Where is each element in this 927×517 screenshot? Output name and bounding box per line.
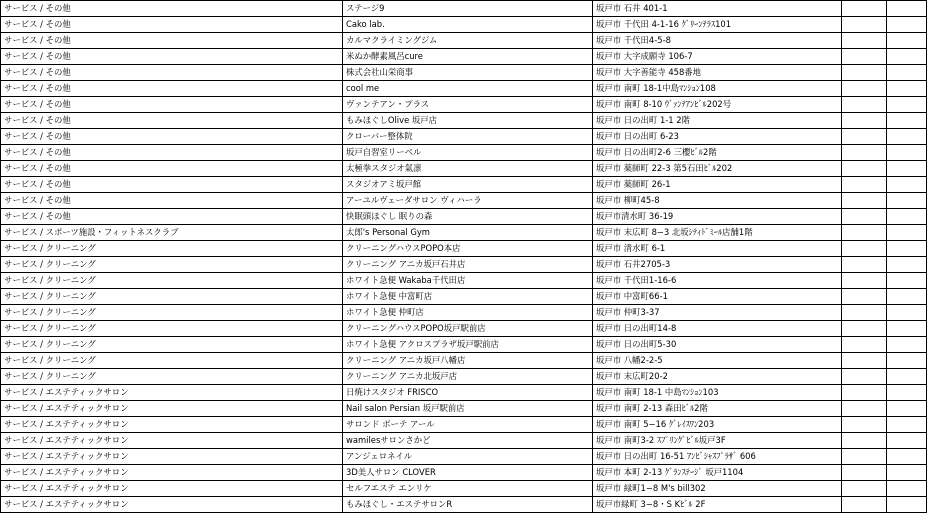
category-cell: サービス / その他 [1, 193, 343, 209]
table-row [1, 225, 927, 241]
empty-cell [887, 49, 927, 65]
empty-cell [842, 481, 887, 497]
address-cell: 坂戸市 大字善能寺 458番地 [593, 65, 842, 81]
empty-cell [842, 273, 887, 289]
table-row [1, 257, 927, 273]
category-cell: サービス / クリーニング [1, 321, 343, 337]
table-row [1, 273, 927, 289]
empty-cell [887, 33, 927, 49]
address-cell: 坂戸市 末広町20-2 [593, 369, 842, 385]
table-row [1, 145, 927, 161]
address-cell: 坂戸市 日の出町2-6 三櫻ﾋﾞﾙ2階 [593, 145, 842, 161]
address-cell: 坂戸市 南町3-2 ｽﾌﾟﾘﾝｸﾞﾋﾞﾙ坂戸3F [593, 433, 842, 449]
empty-cell [842, 353, 887, 369]
empty-cell [842, 49, 887, 65]
empty-cell [887, 417, 927, 433]
empty-cell [887, 257, 927, 273]
empty-cell [842, 129, 887, 145]
table-row [1, 289, 927, 305]
table-row [1, 129, 927, 145]
empty-cell [887, 305, 927, 321]
empty-cell [887, 321, 927, 337]
empty-cell [887, 17, 927, 33]
category-cell: サービス / その他 [1, 177, 343, 193]
empty-cell [887, 177, 927, 193]
address-cell: 坂戸市 緑町1−8 M's bill302 [593, 481, 842, 497]
address-cell: 坂戸市 薬師町 22-3 第5石田ﾋﾞﾙ202 [593, 161, 842, 177]
empty-cell [887, 129, 927, 145]
name-cell: ホワイト急便 Wakaba千代田店 [343, 273, 593, 289]
table-row [1, 449, 927, 465]
category-cell: サービス / エステティックサロン [1, 401, 343, 417]
category-cell: サービス / エステティックサロン [1, 433, 343, 449]
address-cell: 坂戸市 日の出町 16-51 ｱﾝﾋﾞｼｬｽﾌﾟﾗｻﾞ 606 [593, 449, 842, 465]
name-cell: スタジオアミ坂戸館 [343, 177, 593, 193]
category-cell: サービス / クリーニング [1, 257, 343, 273]
table-row [1, 385, 927, 401]
address-cell: 坂戸市 南町 2-13 森田ﾋﾞﾙ2階 [593, 401, 842, 417]
empty-cell [887, 289, 927, 305]
table-row [1, 321, 927, 337]
address-cell: 坂戸市 仲町3-37 [593, 305, 842, 321]
name-cell: アンジェロネイル [343, 449, 593, 465]
empty-cell [842, 385, 887, 401]
name-cell: クリーニング アニカ坂戸石井店 [343, 257, 593, 273]
name-cell: クリーニングハウスPOPO坂戸駅前店 [343, 321, 593, 337]
address-cell: 坂戸市 日の出町5-30 [593, 337, 842, 353]
name-cell: 米ぬか酵素風呂cure [343, 49, 593, 65]
address-cell: 坂戸市 本町 2-13 ｸﾞﾗﾝｽﾃｰｼﾞ 坂戸1104 [593, 465, 842, 481]
table-row [1, 1, 927, 17]
table-row [1, 465, 927, 481]
name-cell: クリーニング アニカ北坂戸店 [343, 369, 593, 385]
table-row [1, 497, 927, 513]
address-cell: 坂戸市 南町 18-1中島ﾏﾝｼｮﾝ108 [593, 81, 842, 97]
empty-cell [842, 193, 887, 209]
empty-cell [842, 337, 887, 353]
address-cell: 坂戸市 日の出町 1-1 2階 [593, 113, 842, 129]
table-row [1, 417, 927, 433]
name-cell: wamilesサロンさかど [343, 433, 593, 449]
empty-cell [887, 1, 927, 17]
empty-cell [842, 225, 887, 241]
category-cell: サービス / その他 [1, 33, 343, 49]
empty-cell [887, 65, 927, 81]
name-cell: Cako lab. [343, 17, 593, 33]
table-row [1, 17, 927, 33]
category-cell: サービス / その他 [1, 113, 343, 129]
table-row [1, 97, 927, 113]
category-cell: サービス / エステティックサロン [1, 385, 343, 401]
address-cell: 坂戸市 大字成願寺 106-7 [593, 49, 842, 65]
empty-cell [887, 353, 927, 369]
address-cell: 坂戸市 薬師町 26-1 [593, 177, 842, 193]
address-cell: 坂戸市 石井 401-1 [593, 1, 842, 17]
empty-cell [842, 417, 887, 433]
empty-cell [842, 65, 887, 81]
name-cell: ホワイト急便 アクロスプラザ坂戸駅前店 [343, 337, 593, 353]
name-cell: もみほぐしOlive 坂戸店 [343, 113, 593, 129]
category-cell: サービス / その他 [1, 81, 343, 97]
table-row [1, 209, 927, 225]
empty-cell [842, 433, 887, 449]
table-row [1, 401, 927, 417]
empty-cell [842, 401, 887, 417]
category-cell: サービス / その他 [1, 97, 343, 113]
category-cell: サービス / クリーニング [1, 273, 343, 289]
address-cell: 坂戸市 千代田4-5-8 [593, 33, 842, 49]
empty-cell [842, 321, 887, 337]
empty-cell [842, 113, 887, 129]
address-cell: 坂戸市 日の出町14-8 [593, 321, 842, 337]
empty-cell [842, 145, 887, 161]
address-cell: 坂戸市 南町 5−16 ｸﾞﾚｲｽﾜﾝ203 [593, 417, 842, 433]
address-cell: 坂戸市 中富町66-1 [593, 289, 842, 305]
category-cell: サービス / クリーニング [1, 241, 343, 257]
table-row [1, 65, 927, 81]
address-cell: 坂戸市緑町 3−8・S Kﾋﾞﾙ 2F [593, 497, 842, 513]
category-cell: サービス / その他 [1, 17, 343, 33]
empty-cell [887, 161, 927, 177]
empty-cell [887, 465, 927, 481]
address-cell: 坂戸市清水町 36-19 [593, 209, 842, 225]
table-row [1, 33, 927, 49]
empty-cell [887, 497, 927, 513]
name-cell: カルマクライミングジム [343, 33, 593, 49]
table-row [1, 481, 927, 497]
address-cell: 坂戸市 末広町 8−3 北坂ｼﾃｨﾄﾞﾐｰﾙ店舗1階 [593, 225, 842, 241]
category-cell: サービス / クリーニング [1, 353, 343, 369]
address-cell: 坂戸市 石井2705-3 [593, 257, 842, 273]
empty-cell [887, 209, 927, 225]
name-cell: クリーニングハウスPOPO本店 [343, 241, 593, 257]
address-cell: 坂戸市 柳町45-8 [593, 193, 842, 209]
name-cell: ホワイト急便 仲町店 [343, 305, 593, 321]
listing-table-body [1, 1, 927, 513]
category-cell: サービス / その他 [1, 49, 343, 65]
address-cell: 坂戸市 清水町 6-1 [593, 241, 842, 257]
table-row [1, 353, 927, 369]
address-cell: 坂戸市 千代田1-16-6 [593, 273, 842, 289]
table-row [1, 193, 927, 209]
name-cell: セルフエステ エンリケ [343, 481, 593, 497]
empty-cell [887, 273, 927, 289]
name-cell: ヴァンテアン・プラス [343, 97, 593, 113]
empty-cell [887, 337, 927, 353]
category-cell: サービス / その他 [1, 65, 343, 81]
empty-cell [842, 497, 887, 513]
table-row [1, 337, 927, 353]
table-row [1, 241, 927, 257]
category-cell: サービス / クリーニング [1, 369, 343, 385]
empty-cell [842, 17, 887, 33]
address-cell: 坂戸市 南町 18-1 中島ﾏﾝｼｮﾝ103 [593, 385, 842, 401]
empty-cell [842, 33, 887, 49]
empty-cell [842, 209, 887, 225]
name-cell: クリーニング アニカ坂戸八幡店 [343, 353, 593, 369]
table-row [1, 305, 927, 321]
address-cell: 坂戸市 千代田 4-1-16 ｸﾞﾘｰﾝﾃﾗｽ101 [593, 17, 842, 33]
name-cell: Nail salon Persian 坂戸駅前店 [343, 401, 593, 417]
empty-cell [887, 193, 927, 209]
category-cell: サービス / スポーツ施設・フィットネスクラブ [1, 225, 343, 241]
category-cell: サービス / エステティックサロン [1, 449, 343, 465]
category-cell: サービス / クリーニング [1, 305, 343, 321]
name-cell: 日焼けスタジオ FRISCO [343, 385, 593, 401]
empty-cell [842, 465, 887, 481]
empty-cell [887, 97, 927, 113]
empty-cell [887, 369, 927, 385]
address-cell: 坂戸市 八幡2-2-5 [593, 353, 842, 369]
empty-cell [842, 305, 887, 321]
category-cell: サービス / その他 [1, 145, 343, 161]
category-cell: サービス / その他 [1, 129, 343, 145]
name-cell: もみほぐし・エステサロンR [343, 497, 593, 513]
empty-cell [842, 449, 887, 465]
empty-cell [842, 81, 887, 97]
name-cell: 3D美人サロン CLOVER [343, 465, 593, 481]
name-cell: ホワイト急便 中富町店 [343, 289, 593, 305]
table-row [1, 113, 927, 129]
address-cell: 坂戸市 南町 8-10 ｳﾞｧﾝﾃｱﾝﾋﾞﾙ202号 [593, 97, 842, 113]
table-row [1, 81, 927, 97]
empty-cell [887, 113, 927, 129]
category-cell: サービス / エステティックサロン [1, 481, 343, 497]
category-cell: サービス / その他 [1, 1, 343, 17]
empty-cell [887, 481, 927, 497]
category-cell: サービス / エステティックサロン [1, 497, 343, 513]
table-row [1, 49, 927, 65]
empty-cell [842, 97, 887, 113]
name-cell: 太郎's Personal Gym [343, 225, 593, 241]
name-cell: ステージ9 [343, 1, 593, 17]
category-cell: サービス / エステティックサロン [1, 417, 343, 433]
name-cell: 快眠頭ほぐし 眠りの森 [343, 209, 593, 225]
empty-cell [887, 81, 927, 97]
category-cell: サービス / クリーニング [1, 337, 343, 353]
empty-cell [842, 177, 887, 193]
name-cell: cool me [343, 81, 593, 97]
table-row [1, 161, 927, 177]
table-row [1, 369, 927, 385]
address-cell: 坂戸市 日の出町 6-23 [593, 129, 842, 145]
empty-cell [887, 401, 927, 417]
empty-cell [842, 241, 887, 257]
category-cell: サービス / エステティックサロン [1, 465, 343, 481]
empty-cell [887, 241, 927, 257]
name-cell: サロンド ボーテ アール [343, 417, 593, 433]
empty-cell [887, 433, 927, 449]
category-cell: サービス / その他 [1, 161, 343, 177]
table-row [1, 433, 927, 449]
empty-cell [887, 145, 927, 161]
name-cell: アーユルヴェーダサロン ヴィハーラ [343, 193, 593, 209]
name-cell: 株式会社山栄商事 [343, 65, 593, 81]
category-cell: サービス / その他 [1, 209, 343, 225]
empty-cell [887, 225, 927, 241]
category-cell: サービス / クリーニング [1, 289, 343, 305]
empty-cell [887, 385, 927, 401]
empty-cell [842, 257, 887, 273]
name-cell: 太極拳スタジオ氣凛 [343, 161, 593, 177]
name-cell: クローバー整体院 [343, 129, 593, 145]
empty-cell [842, 161, 887, 177]
empty-cell [842, 289, 887, 305]
empty-cell [842, 369, 887, 385]
empty-cell [842, 1, 887, 17]
empty-cell [887, 449, 927, 465]
table-row [1, 177, 927, 193]
name-cell: 坂戸自習室リーベル [343, 145, 593, 161]
